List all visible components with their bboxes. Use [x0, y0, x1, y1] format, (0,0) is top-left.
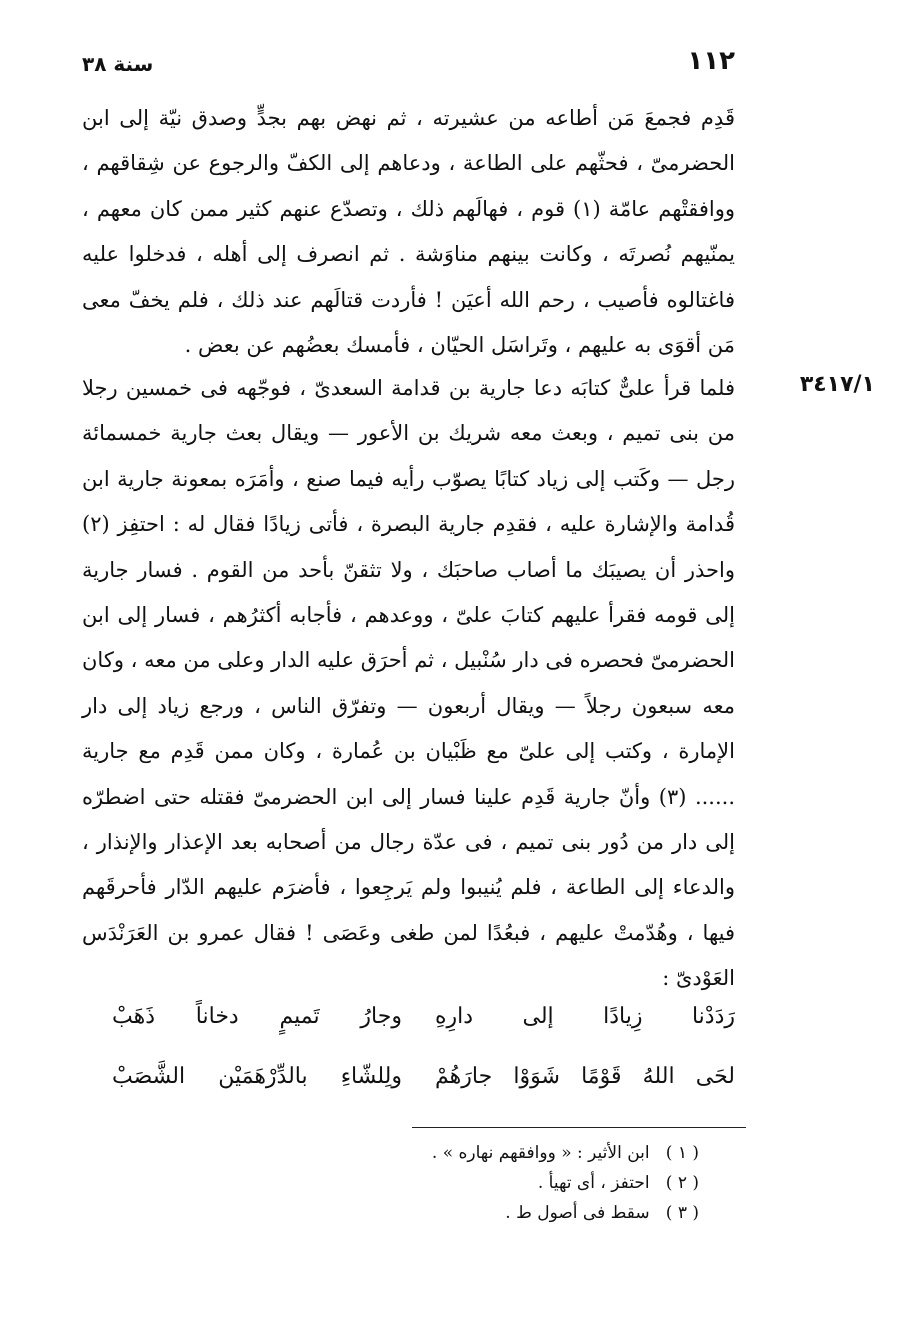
footnote-divider	[412, 1127, 746, 1128]
poem-line-1	[112, 1004, 735, 1044]
footnote-text: احتفز ، أى تهيأ .	[537, 1173, 650, 1193]
page-number: ١١٢	[687, 46, 735, 76]
footnote-text: سقط فى أصول ط .	[505, 1203, 650, 1223]
footnote-2	[300, 1168, 699, 1198]
poem-line-1-second-hemistich: وجارُ تَميمٍ دخاناً ذَهَبْ	[112, 1004, 402, 1029]
footnote-text: ابن الأثير : « ووافقهم نهاره » .	[431, 1143, 650, 1163]
poem-line-2	[112, 1064, 735, 1104]
footnote-number: ( ٢ )	[665, 1173, 699, 1193]
year-label: سنة ٣٨	[82, 52, 154, 76]
paragraph-2: فلما قرأ علىٌّ كتابَه دعا جارية بن قدامة السعدىّ ، فوجّهه فى خمسين رجلا من بنى تميم ، وبعث معه شريك بن الأعور — ويقال بعث جارية خمسمائة رجل — وكَتب إلى زياد كتابًا يصوّب رأيه فيما صنع ، وأمَرَه بمعونة جارية ابن قُدامة والإشارة عليه ، فقدِم جارية البصرة ، فأتى زيادًا فقال له : احتفِز (٢) واحذر أن يصيبَك ما أصاب صاحبَك ، ولا تثقنّ بأحد من القوم . فسار جارية إلى قومه فقرأ عليهم كتابَ علىّ ، ووعدهم ، فأجابه أكثرُهم ، فسار إلى ابن الحضرمىّ فحصره فى دار سُنْبيل ، ثم أحرَق عليه الدار وعلى من معه ، وكان معه سبعون رجلاً — ويقال أربعون — وتفرّق الناس ، ورجع زياد إلى دار الإمارة ، وكتب إلى علىّ مع ظَبْيان بن عُمارة ، وكان ممن قَدِم مع جارية ...... (٣) وأنّ جارية قَدِم علينا فسار إلى ابن الحضرمىّ فقتله حتى اضطرّه إلى دار من دُور بنى تميم ، فى عدّة رجال من أصحابه بعد الإعذار والإنذار ، والدعاء إلى الطاعة ، فلم يُنيبوا ولم يَرجِعوا ، فأضرَم عليهم الدّار فأحرقَهم فيها ، وهُدّمتْ عليهم ، فبعُدًا لمن طغى وعَصَى ! فقال عمرو بن العَرَنْدَس العَوْدىّ :	[82, 376, 736, 991]
page-header	[82, 46, 735, 86]
poem-line-2-first-hemistich: لحَى اللهُ قَوْمًا شَوَوْا جارَهُمْ	[435, 1064, 735, 1089]
footnotes	[300, 1138, 699, 1228]
footnote-number: ( ٣ )	[665, 1203, 699, 1223]
poem-line-1-first-hemistich: رَدَدْنا زِيادًا إلى دارِهِ	[435, 1004, 735, 1029]
footnote-number: ( ١ )	[665, 1143, 699, 1163]
paragraph-1: قَدِم فجمعَ مَن أطاعه من عشيرته ، ثم نهض بهم بجدٍّ وصدق نيّة إلى ابن الحضرمىّ ، فحثّهم على الطاعة ، ودعاهم إلى الكفّ والرجوع عن شِقاقهم ، ووافقتْهم عامّة (١) قوم ، فهالَهم ذلك ، وتصدّع عنهم كثير ممن كان معهم ، يمنّيهم نُصرتَه ، وكانت بينهم مناوَشة . ثم انصرف إلى أهله ، فدخلوا عليه فاغتالوه فأصيب ، رحم الله أعيَن ! فأردت قتالَهم عند ذلك ، فلم يخفّ معى مَن أقوَى به عليهم ، وتَراسَل الحيّان ، فأمسك بعضُهم عن بعض .	[82, 106, 736, 358]
footnote-3	[300, 1198, 699, 1228]
margin-reference: ٣٤١٧/١	[799, 372, 875, 397]
poem	[112, 1004, 735, 1104]
footnote-1	[300, 1138, 699, 1168]
poem-line-2-second-hemistich: ولِلشّاءِ بالدِّرْهَمَيْن الشَّصَبْ	[112, 1064, 402, 1089]
